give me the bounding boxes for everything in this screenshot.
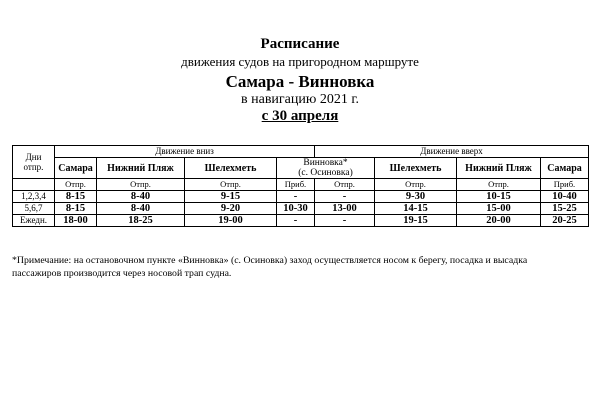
time-cell: 15-00	[457, 203, 541, 215]
station-samara: Самара	[55, 158, 97, 179]
time-cell: 20-25	[541, 215, 589, 227]
label-cell: Отпр.	[457, 179, 541, 191]
navigation-year: в навигацию 2021 г.	[241, 92, 359, 107]
time-cell: -	[315, 215, 375, 227]
time-cell: 8-15	[55, 191, 97, 203]
label-cell: Приб.	[277, 179, 315, 191]
station-nizhny-plyazh: Нижний Пляж	[97, 158, 185, 179]
label-cell: Отпр.	[55, 179, 97, 191]
label-cell: Приб.	[541, 179, 589, 191]
time-cell: 9-20	[185, 203, 277, 215]
time-cell: 10-15	[457, 191, 541, 203]
time-cell: 8-40	[97, 191, 185, 203]
label-empty	[13, 179, 55, 191]
label-cell: Отпр.	[185, 179, 277, 191]
label-cell: Отпр.	[375, 179, 457, 191]
station-vinnovka	[277, 158, 375, 179]
station-vinnovka-name: Винновка*	[303, 158, 348, 168]
row-days: Ежедн.	[13, 215, 55, 227]
time-cell: 14-15	[375, 203, 457, 215]
station-shelekhmet-up: Шелехметь	[375, 158, 457, 179]
label-cell: Отпр.	[315, 179, 375, 191]
time-cell: -	[277, 215, 315, 227]
row-days: 1,2,3,4	[13, 191, 55, 203]
time-cell: 8-15	[55, 203, 97, 215]
time-cell: 15-25	[541, 203, 589, 215]
page-subtitle: движения судов на пригородном маршруте	[181, 54, 419, 69]
time-cell: 9-30	[375, 191, 457, 203]
route-name: Самара - Винновка	[225, 72, 375, 91]
direction-up: Движение вверх	[315, 146, 589, 158]
time-cell: 9-15	[185, 191, 277, 203]
time-cell: -	[315, 191, 375, 203]
table-row	[13, 191, 589, 203]
time-cell: 13-00	[315, 203, 375, 215]
station-vinnovka-village: (с. Осиновка)	[298, 168, 353, 178]
direction-down: Движение вниз	[55, 146, 315, 158]
schedule-table	[12, 145, 589, 227]
time-cell: 10-40	[541, 191, 589, 203]
footnote: *Примечание: на остановочном пункте «Винновка» (с. Осиновка) заход осуществляется носом к берегу, посадка и высадка пассажиров производится через носовой трап судна.	[12, 255, 528, 279]
station-shelekhmet: Шелехметь	[185, 158, 277, 179]
station-nizhny-plyazh-up: Нижний Пляж	[457, 158, 541, 179]
table-row	[13, 203, 589, 215]
time-cell: 18-25	[97, 215, 185, 227]
days-header: Дни отпр.	[13, 146, 55, 179]
time-cell: 10-30	[277, 203, 315, 215]
row-days: 5,6,7	[13, 203, 55, 215]
effective-date: с 30 апреля	[261, 108, 339, 124]
table-row	[13, 215, 589, 227]
time-cell: -	[277, 191, 315, 203]
time-cell: 20-00	[457, 215, 541, 227]
time-cell: 8-40	[97, 203, 185, 215]
station-samara-up: Самара	[541, 158, 589, 179]
time-cell: 18-00	[55, 215, 97, 227]
label-cell: Отпр.	[97, 179, 185, 191]
time-cell: 19-15	[375, 215, 457, 227]
page-title: Расписание	[260, 36, 340, 52]
time-cell: 19-00	[185, 215, 277, 227]
